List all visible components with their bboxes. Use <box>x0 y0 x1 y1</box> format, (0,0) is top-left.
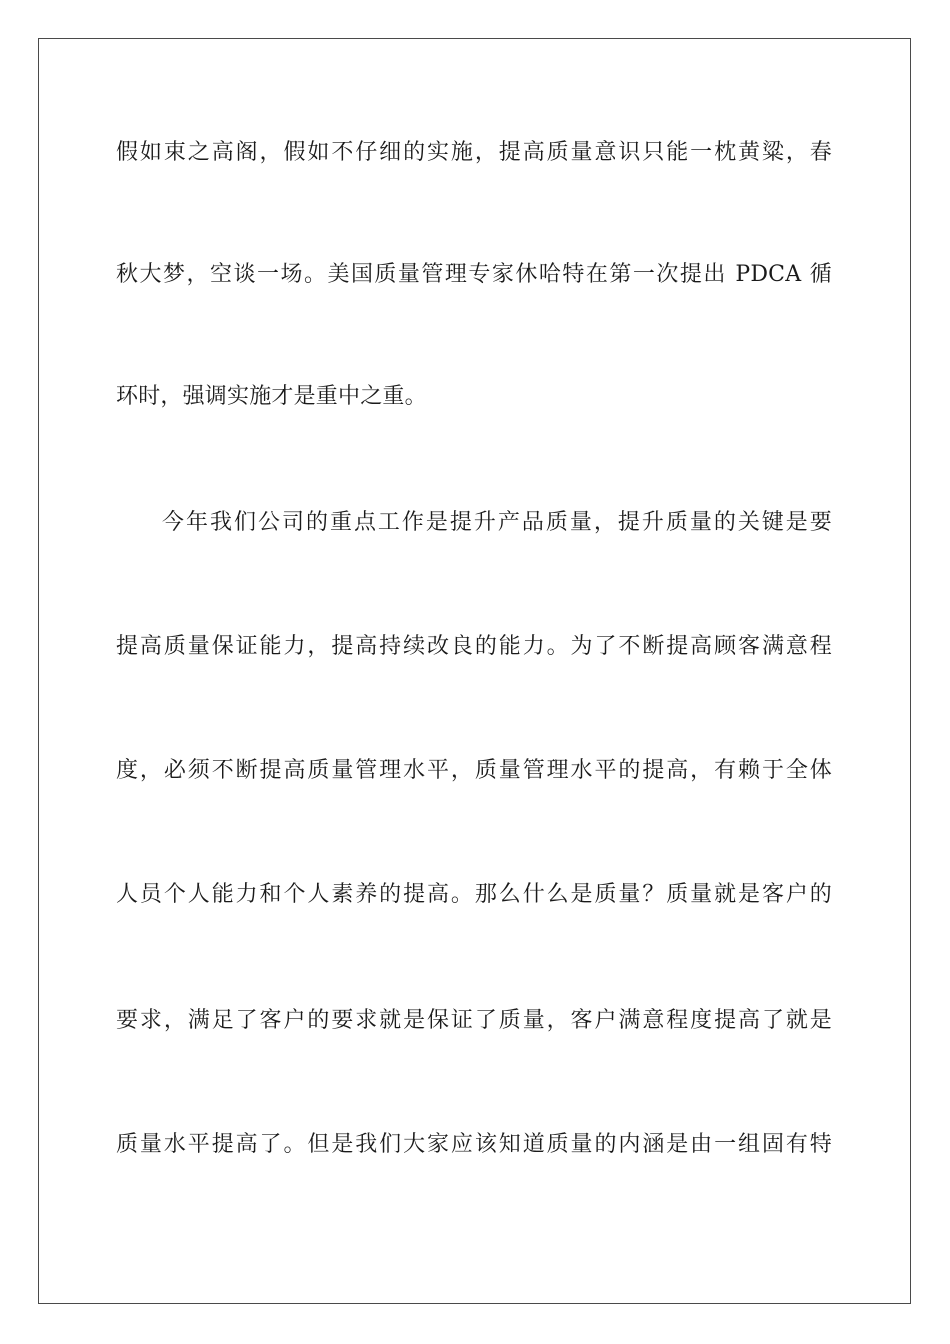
text-line-1: 假如束之高阁，假如不仔细的实施，提高质量意识只能一枕黄粱，春 <box>116 140 832 165</box>
text-line-2: 秋大梦，空谈一场。美国质量管理专家休哈特在第一次提出 PDCA 循 <box>116 262 832 287</box>
text-line-5: 提高质量保证能力，提高持续改良的能力。为了不断提高顾客满意程 <box>116 634 832 659</box>
text-line-8: 要求，满足了客户的要求就是保证了质量，客户满意程度提高了就是 <box>116 1008 832 1033</box>
text-line-6: 度，必须不断提高质量管理水平，质量管理水平的提高，有赖于全体 <box>116 758 832 783</box>
text-line-3: 环时，强调实施才是重中之重。 <box>116 384 427 409</box>
text-line-7: 人员个人能力和个人素养的提高。那么什么是质量？质量就是客户的 <box>116 882 832 907</box>
text-line-9: 质量水平提高了。但是我们大家应该知道质量的内涵是由一组固有特 <box>116 1132 832 1157</box>
text-line-4-paragraph-start: 今年我们公司的重点工作是提升产品质量，提升质量的关键是要 <box>162 510 832 535</box>
page-border <box>38 38 911 1304</box>
